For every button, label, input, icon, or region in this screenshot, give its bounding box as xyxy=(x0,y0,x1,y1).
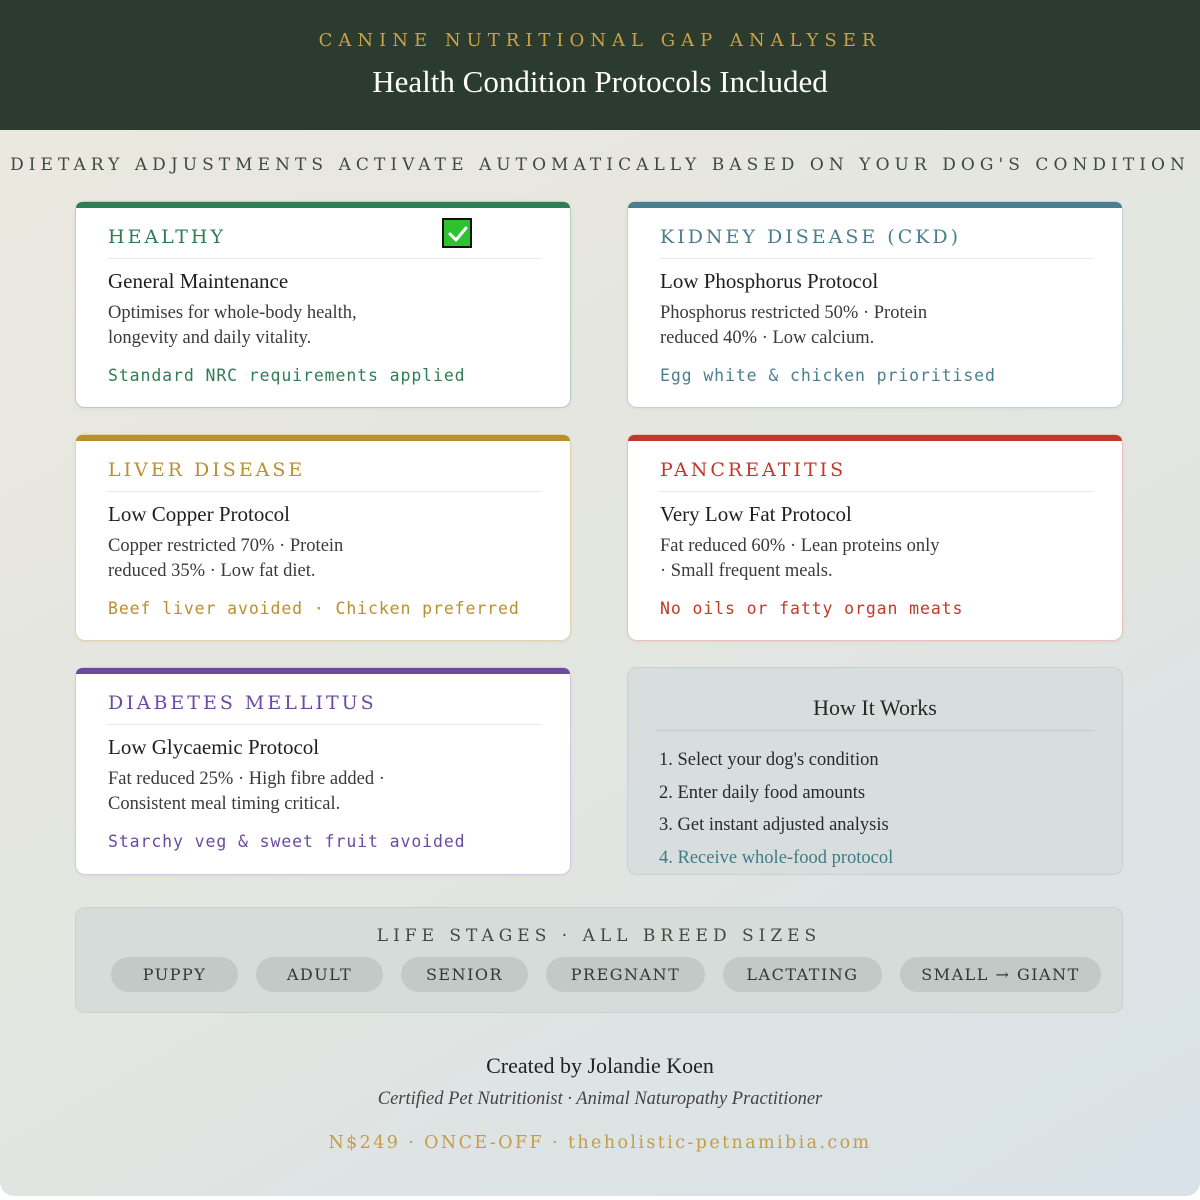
condition-name: DIABETES MELLITUS xyxy=(108,692,377,714)
card-accent-bar xyxy=(76,202,570,208)
protocol-note: Egg white & chicken prioritised xyxy=(660,366,996,385)
card-divider xyxy=(660,491,1094,492)
condition-card-kidney[interactable] xyxy=(627,201,1123,408)
condition-card-liver[interactable] xyxy=(75,434,571,641)
header xyxy=(0,0,1200,130)
life-stage-pill[interactable]: SENIOR xyxy=(401,957,528,992)
how-it-works-title: How It Works xyxy=(813,695,937,720)
card-accent-bar xyxy=(76,668,570,674)
creator-credentials: Certified Pet Nutritionist · Animal Naturopathy Practitioner xyxy=(377,1089,823,1109)
condition-card-pancreatitis[interactable] xyxy=(627,434,1123,641)
card-divider xyxy=(108,258,542,259)
condition-name: LIVER DISEASE xyxy=(108,459,306,481)
protocol-description: Optimises for whole-body health, longevity and daily vitality. xyxy=(108,303,357,348)
banner-text: DIETARY ADJUSTMENTS ACTIVATE AUTOMATICALLY BASED ON YOUR DOG'S CONDITION xyxy=(10,155,1190,175)
life-stages-title: LIFE STAGES · ALL BREED SIZES xyxy=(376,926,822,946)
step-item: 1. Select your dog's condition xyxy=(659,750,879,770)
checkbox-checked-icon[interactable] xyxy=(442,218,472,248)
card-divider xyxy=(108,491,542,492)
card-divider xyxy=(108,724,542,725)
protocol-note: Starchy veg & sweet fruit avoided xyxy=(108,832,466,851)
condition-card-healthy[interactable] xyxy=(75,201,571,408)
protocol-description: Fat reduced 25% · High fibre added · Consistent meal timing critical. xyxy=(108,769,385,814)
card-accent-bar xyxy=(76,435,570,441)
life-stage-pill[interactable]: PUPPY xyxy=(111,957,238,992)
protocol-description: Copper restricted 70% · Protein reduced 35% · Low fat diet. xyxy=(108,536,344,581)
life-stage-pill[interactable]: LACTATING xyxy=(723,957,882,992)
card-accent-bar xyxy=(628,202,1122,208)
app-kicker: CANINE NUTRITIONAL GAP ANALYSER xyxy=(318,30,882,51)
condition-card-diabetes[interactable] xyxy=(75,667,571,875)
condition-name: PANCREATITIS xyxy=(660,459,847,481)
price-and-website[interactable]: N$249 · ONCE-OFF · theholistic-petnamibia.com xyxy=(328,1133,872,1153)
protocol-name: General Maintenance xyxy=(108,269,289,293)
step-item: 2. Enter daily food amounts xyxy=(659,782,866,803)
protocol-note: Beef liver avoided · Chicken preferred xyxy=(108,599,520,618)
condition-name: KIDNEY DISEASE (CKD) xyxy=(660,226,962,248)
step-item-highlight: 4. Receive whole-food protocol xyxy=(659,847,894,868)
protocol-description: Fat reduced 60% · Lean proteins only · Small frequent meals. xyxy=(660,536,940,581)
protocol-name: Very Low Fat Protocol xyxy=(660,502,852,526)
protocol-note: Standard NRC requirements applied xyxy=(108,366,466,385)
step-item: 3. Get instant adjusted analysis xyxy=(659,815,889,835)
card-accent-bar xyxy=(628,435,1122,441)
protocol-description: Phosphorus restricted 50% · Protein reduced 40% · Low calcium. xyxy=(660,303,928,348)
protocol-note: No oils or fatty organ meats xyxy=(660,599,964,618)
life-stages-panel xyxy=(75,907,1123,1013)
panel-divider xyxy=(656,730,1094,731)
protocol-name: Low Copper Protocol xyxy=(108,502,290,526)
condition-name: HEALTHY xyxy=(108,226,227,248)
protocol-name: Low Glycaemic Protocol xyxy=(108,735,320,759)
creator-name: Created by Jolandie Koen xyxy=(486,1053,714,1078)
how-it-works-panel xyxy=(627,667,1123,875)
life-stage-pill[interactable]: ADULT xyxy=(256,957,383,992)
page-title: Health Condition Protocols Included xyxy=(372,64,828,99)
card-divider xyxy=(660,258,1094,259)
steps-list xyxy=(659,750,893,880)
life-stage-pill[interactable]: SMALL → GIANT xyxy=(900,957,1101,992)
life-stage-pill[interactable]: PREGNANT xyxy=(546,957,705,992)
protocol-name: Low Phosphorus Protocol xyxy=(660,269,879,293)
